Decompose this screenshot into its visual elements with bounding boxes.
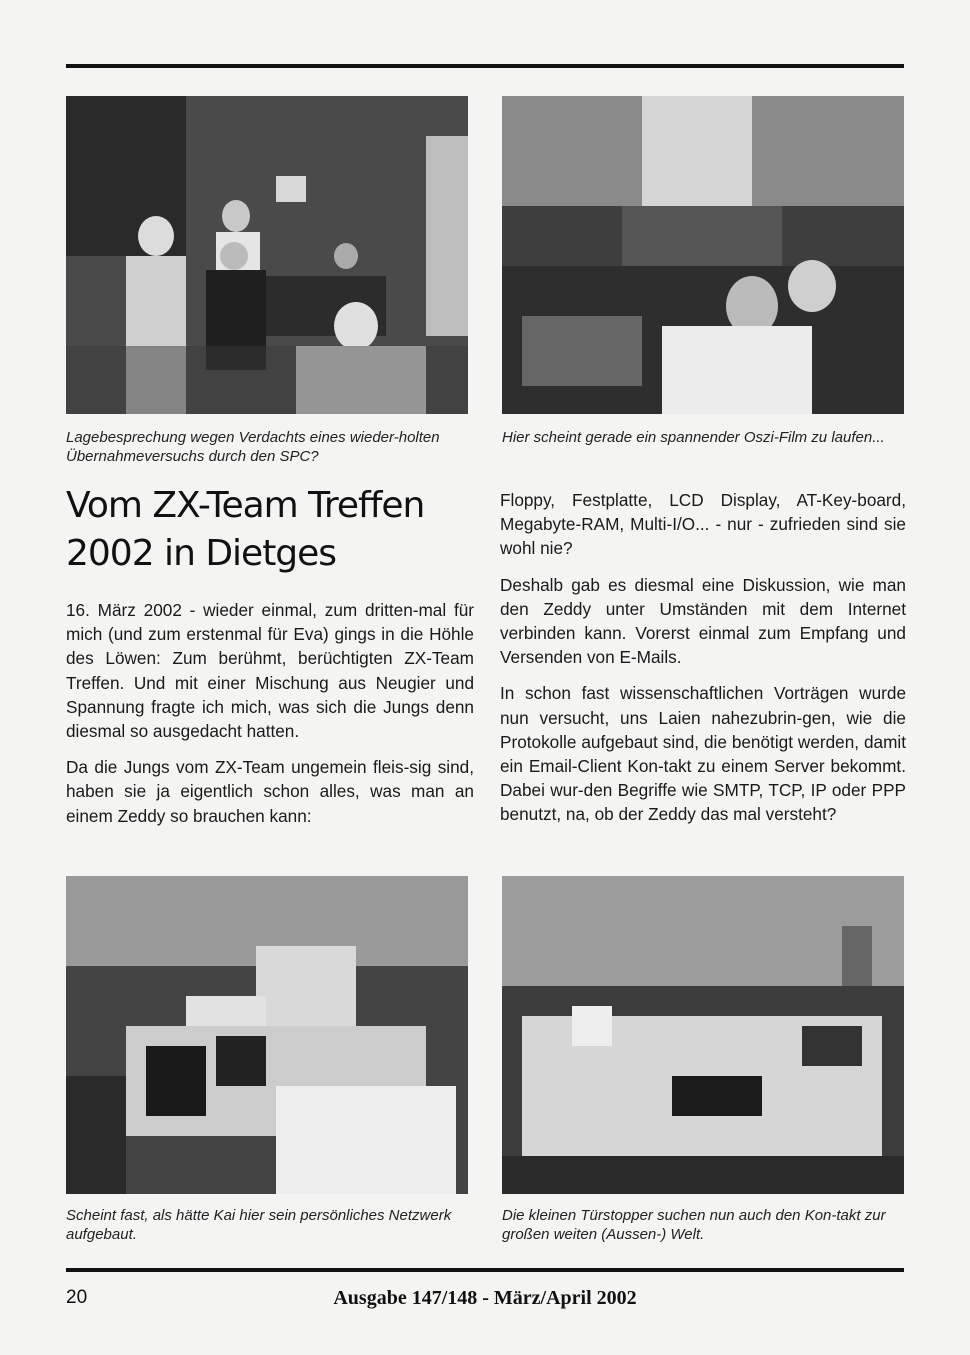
article-paragraph: Deshalb gab es diesmal eine Diskussion, wie man den Zeddy unter Umständen mit dem Internet verbinden kann. Vorerst einmal zum Empfang und Versenden von E-Mails. bbox=[500, 574, 906, 668]
article-paragraph: Da die Jungs vom ZX-Team ungemein fleis-sig sind, haben sie ja eigentlich schon alles, was man an einem Zeddy so brauchen kann: bbox=[66, 757, 474, 826]
article-right-column bbox=[500, 488, 906, 839]
photo-oscilloscope bbox=[502, 96, 904, 414]
article-paragraph: In schon fast wissenschaftlichen Vorträgen wurde nun versucht, uns Laien nahezubrin-gen, wie die Protokolle aufgebaut sind, die benötigt werden, damit ein Email-Client Kon-takt zu einem Server bekommt. Dabei wur-den Begriffe wie SMTP, TCP, IP oder PPP benutzt, na, ob der Zeddy das mal versteht? bbox=[500, 683, 906, 825]
photo-4-caption: Die kleinen Türstopper suchen nun auch den Kon-takt zur großen weiten (Aussen-) Welt. bbox=[502, 1207, 886, 1243]
article-paragraph: Floppy, Festplatte, LCD Display, AT-Key-board, Megabyte-RAM, Multi-I/O... - nur - zufrieden sind sie wohl nie? bbox=[500, 490, 906, 559]
issue-line: Ausgabe 147/148 - März/April 2002 bbox=[333, 1287, 637, 1309]
photo-2-caption: Hier scheint gerade ein spannender Oszi-Film zu laufen... bbox=[502, 429, 885, 446]
photo-meeting bbox=[66, 96, 468, 414]
photo-doorstops bbox=[502, 876, 904, 1194]
photo-3-caption: Scheint fast, als hätte Kai hier sein persönliches Netzwerk aufgebaut. bbox=[66, 1207, 452, 1243]
bottom-rule bbox=[66, 1268, 904, 1272]
article-left-column bbox=[66, 598, 474, 840]
top-rule bbox=[66, 64, 904, 68]
article-paragraph: 16. März 2002 - wieder einmal, zum dritten-mal für mich (und zum erstenmal für Eva) gings in die Höhle des Löwen: Zum berühmt, berüchtigten ZX-Team Treffen. Und mit einer Mischung aus Neugier und Spannung fragte ich mich, was sich die Jungs denn diesmal so ausgedacht hatten. bbox=[66, 600, 474, 742]
photo-network bbox=[66, 876, 468, 1194]
article-headline: Vom ZX-Team Treffen 2002 in Dietges bbox=[66, 485, 425, 574]
photo-1-caption: Lagebesprechung wegen Verdachts eines wieder-holten Übernahmeversuchs durch den SPC? bbox=[66, 429, 440, 465]
page-number: 20 bbox=[66, 1287, 88, 1308]
